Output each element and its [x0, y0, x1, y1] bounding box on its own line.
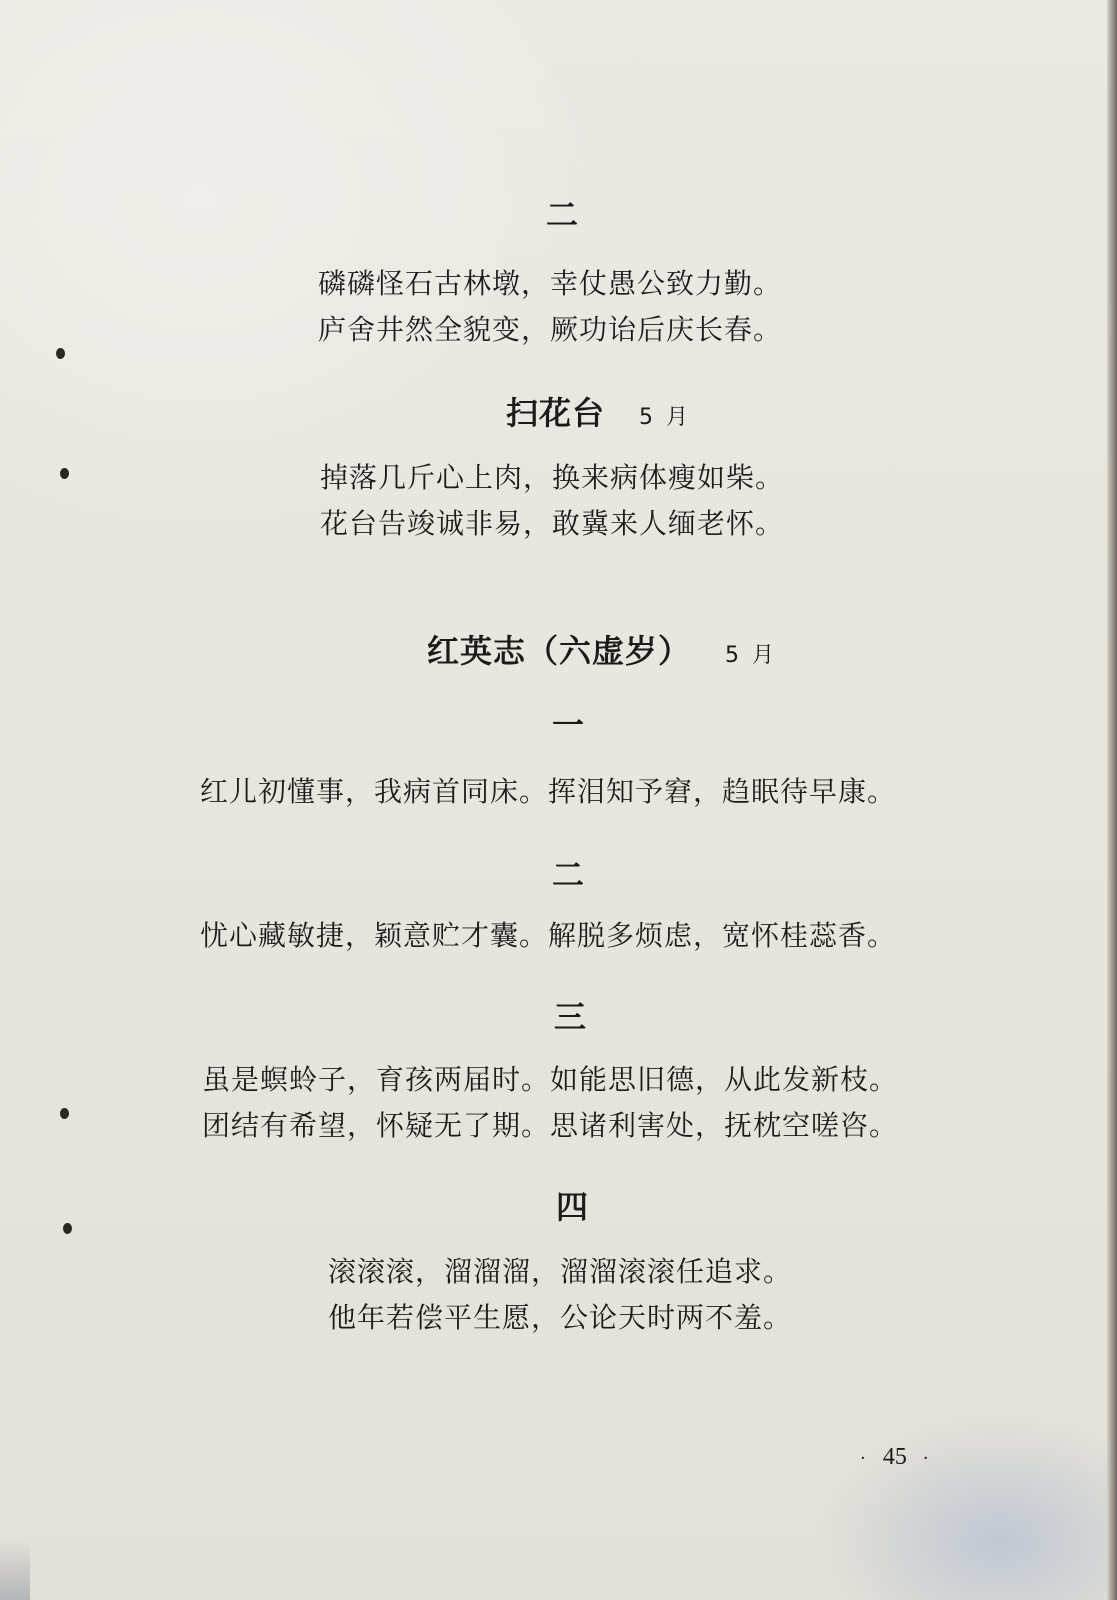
- poem-line: 团结有希望，怀疑无了期。思诸利害处，抚枕空嗟咨。: [202, 1109, 899, 1142]
- ornament-dot: ·: [922, 1448, 930, 1469]
- poem-line: 磷磷怪石古林墩，幸仗愚公致力勤。: [318, 267, 783, 300]
- poem-line: 红儿初懂事，我病首同床。挥泪知予窘，趋眠待早康。: [200, 775, 897, 808]
- poem-line: 掉落几斤心上肉，换来病体瘦如柴。: [320, 461, 785, 494]
- poem-line: 滚滚滚，溜溜溜，溜溜滚滚任追求。: [328, 1255, 793, 1288]
- section-number: 一: [552, 706, 586, 744]
- page-number: 45: [882, 1444, 907, 1470]
- poem-line: 他年若偿平生愿，公论天时两不羞。: [328, 1301, 793, 1334]
- poem-date: 5 月: [639, 405, 692, 430]
- poem-title: 扫花台: [506, 394, 606, 432]
- section-number: 二: [552, 856, 586, 894]
- poem-line: 花台告竣诚非易，敢冀来人缅老怀。: [320, 507, 785, 540]
- binding-hole: [63, 1223, 72, 1234]
- poem-line: 虽是螟蛉子，育孩两届时。如能思旧德，从此发新枝。: [202, 1063, 899, 1096]
- poem-line: 庐舍井然全貌变，厥功诒后庆长春。: [318, 313, 783, 346]
- poem-line: 忧心藏敏捷，颖意贮才囊。解脱多烦虑，宽怀桂蕊香。: [200, 919, 897, 952]
- binding-hole: [60, 1108, 69, 1119]
- section-number: 四: [556, 1188, 590, 1226]
- poem-title-row: [506, 388, 691, 434]
- ornament-dot: ·: [860, 1448, 867, 1469]
- binding-hole: [56, 348, 65, 359]
- page-edge-shadow: [1107, 0, 1117, 1600]
- section-number: 三: [554, 998, 588, 1036]
- poem-date: 5 月: [725, 643, 778, 668]
- page-number-row: [860, 1444, 930, 1471]
- binding-hole: [60, 468, 69, 479]
- poem-title: 红英志（六虚岁）: [427, 632, 692, 670]
- page-corner-shadow: [0, 1540, 30, 1600]
- section-number: 二: [546, 196, 580, 234]
- poem-title-row: [427, 626, 777, 672]
